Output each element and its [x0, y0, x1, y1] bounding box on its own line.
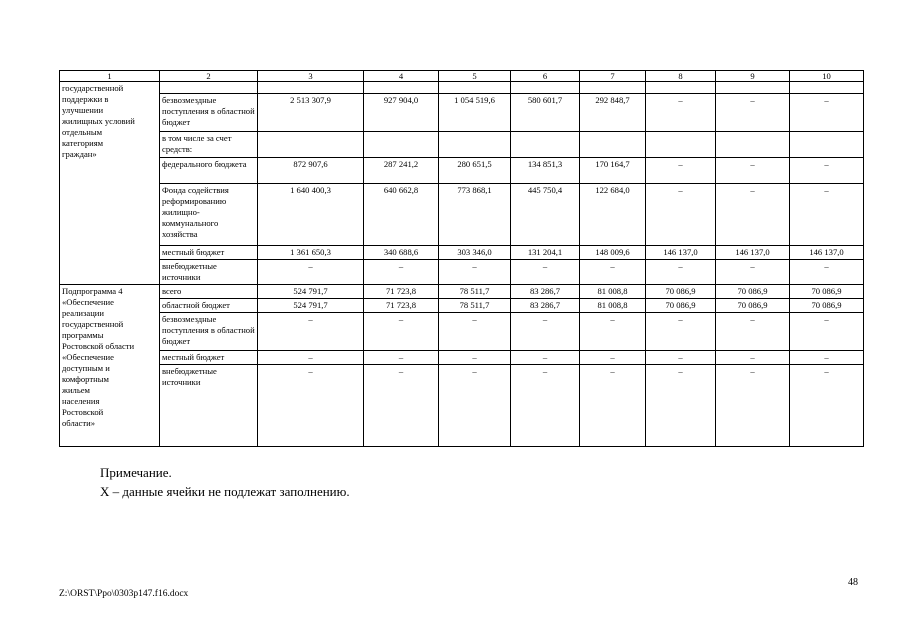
- program-name-line: области»: [62, 418, 96, 428]
- note-text: Х – данные ячейки не подлежат заполнению.: [100, 484, 350, 499]
- amount-cell: 303 346,0: [439, 246, 511, 260]
- amount-cell: –: [511, 313, 580, 351]
- program-name-cell: [60, 82, 160, 285]
- program-name-line: жилищных условий: [62, 116, 135, 126]
- amount-cell: –: [646, 351, 716, 365]
- amount-cell: [511, 82, 580, 94]
- table-row: [60, 260, 864, 285]
- program-name-line: комфортным: [62, 374, 109, 384]
- amount-cell: 524 791,7: [258, 299, 364, 313]
- amount-cell: 2 513 307,9: [258, 94, 364, 132]
- amount-cell: –: [716, 351, 790, 365]
- funding-source-label: федерального бюджета: [160, 158, 258, 184]
- table-row: [60, 158, 864, 184]
- amount-cell: 78 511,7: [439, 285, 511, 299]
- program-name-cell: [60, 285, 160, 447]
- column-number: 9: [716, 71, 790, 82]
- table-row: [60, 365, 864, 447]
- program-name-line: «Обеспечение: [62, 352, 114, 362]
- amount-cell: 524 791,7: [258, 285, 364, 299]
- table-row: [60, 184, 864, 246]
- note-title: Примечание.: [100, 465, 172, 480]
- amount-cell: 70 086,9: [790, 285, 864, 299]
- column-number: 2: [160, 71, 258, 82]
- table-row: [60, 94, 864, 132]
- amount-cell: 70 086,9: [790, 299, 864, 313]
- amount-cell: [364, 132, 439, 158]
- amount-cell: [511, 132, 580, 158]
- page-number: 48: [848, 577, 858, 588]
- amount-cell: –: [364, 351, 439, 365]
- amount-cell: 146 137,0: [646, 246, 716, 260]
- amount-cell: –: [258, 260, 364, 285]
- amount-cell: –: [646, 94, 716, 132]
- amount-cell: –: [580, 260, 646, 285]
- column-number: 8: [646, 71, 716, 82]
- amount-cell: –: [580, 313, 646, 351]
- amount-cell: 71 723,8: [364, 299, 439, 313]
- amount-cell: [580, 132, 646, 158]
- amount-cell: [364, 82, 439, 94]
- financing-table-body: [60, 71, 864, 447]
- program-name-line: улучшении: [62, 105, 104, 115]
- funding-source-label: местный бюджет: [160, 246, 258, 260]
- amount-cell: –: [790, 365, 864, 447]
- amount-cell: [258, 82, 364, 94]
- amount-cell: –: [439, 260, 511, 285]
- column-number-row: [60, 71, 864, 82]
- program-name-line: реализации: [62, 308, 104, 318]
- amount-cell: [580, 82, 646, 94]
- amount-cell: 287 241,2: [364, 158, 439, 184]
- amount-cell: 872 907,6: [258, 158, 364, 184]
- program-name-line: программы: [62, 330, 104, 340]
- amount-cell: 70 086,9: [716, 299, 790, 313]
- column-number: 6: [511, 71, 580, 82]
- amount-cell: [646, 132, 716, 158]
- amount-cell: 580 601,7: [511, 94, 580, 132]
- amount-cell: –: [364, 313, 439, 351]
- program-name-line: «Обеспечение: [62, 297, 114, 307]
- funding-source-label: внебюджетные источники: [160, 260, 258, 285]
- amount-cell: –: [364, 365, 439, 447]
- amount-cell: 773 868,1: [439, 184, 511, 246]
- amount-cell: 292 848,7: [580, 94, 646, 132]
- amount-cell: –: [646, 365, 716, 447]
- amount-cell: –: [790, 260, 864, 285]
- table-row: [60, 299, 864, 313]
- amount-cell: 131 204,1: [511, 246, 580, 260]
- amount-cell: –: [716, 94, 790, 132]
- financing-table: [59, 70, 864, 447]
- funding-source-label: внебюджетные источники: [160, 365, 258, 447]
- amount-cell: 170 164,7: [580, 158, 646, 184]
- amount-cell: 81 008,8: [580, 285, 646, 299]
- program-name-line: граждан»: [62, 149, 97, 159]
- amount-cell: 83 286,7: [511, 285, 580, 299]
- amount-cell: 146 137,0: [716, 246, 790, 260]
- amount-cell: –: [258, 313, 364, 351]
- amount-cell: [439, 82, 511, 94]
- program-name-line: жильем: [62, 385, 90, 395]
- amount-cell: 70 086,9: [716, 285, 790, 299]
- amount-cell: –: [716, 365, 790, 447]
- column-number: 5: [439, 71, 511, 82]
- amount-cell: [790, 82, 864, 94]
- program-name-line: Ростовской области: [62, 341, 135, 351]
- amount-cell: 83 286,7: [511, 299, 580, 313]
- amount-cell: –: [790, 313, 864, 351]
- amount-cell: –: [364, 260, 439, 285]
- program-name-line: Ростовской: [62, 407, 104, 417]
- amount-cell: 340 688,6: [364, 246, 439, 260]
- column-number: 4: [364, 71, 439, 82]
- amount-cell: –: [646, 260, 716, 285]
- amount-cell: –: [646, 313, 716, 351]
- amount-cell: 81 008,8: [580, 299, 646, 313]
- program-name-line: населения: [62, 396, 100, 406]
- program-name-line: категориям: [62, 138, 104, 148]
- amount-cell: –: [511, 351, 580, 365]
- table-row: [60, 82, 864, 94]
- amount-cell: –: [580, 365, 646, 447]
- amount-cell: –: [439, 313, 511, 351]
- amount-cell: 280 651,5: [439, 158, 511, 184]
- table-row: [60, 285, 864, 299]
- amount-cell: –: [646, 158, 716, 184]
- table-row: [60, 351, 864, 365]
- funding-source-label: безвозмездные поступления в областной бюджет: [160, 94, 258, 132]
- amount-cell: –: [258, 351, 364, 365]
- amount-cell: [258, 132, 364, 158]
- funding-source-label: в том числе за счет средств:: [160, 132, 258, 158]
- amount-cell: –: [790, 184, 864, 246]
- footer-file-path: Z:\ORST\Ppo\0303p147.f16.docx: [59, 589, 189, 599]
- funding-source-label: безвозмездные поступления в областной бюджет: [160, 313, 258, 351]
- funding-source-label: местный бюджет: [160, 351, 258, 365]
- funding-source-label: [160, 82, 258, 94]
- amount-cell: –: [790, 94, 864, 132]
- amount-cell: –: [511, 260, 580, 285]
- amount-cell: –: [716, 184, 790, 246]
- funding-source-label: областной бюджет: [160, 299, 258, 313]
- program-name-line: государственной: [62, 83, 124, 93]
- amount-cell: –: [790, 351, 864, 365]
- amount-cell: 134 851,3: [511, 158, 580, 184]
- amount-cell: 445 750,4: [511, 184, 580, 246]
- amount-cell: 146 137,0: [790, 246, 864, 260]
- amount-cell: –: [716, 158, 790, 184]
- amount-cell: –: [511, 365, 580, 447]
- column-number: 1: [60, 71, 160, 82]
- funding-source-label: Фонда содействия реформированию жилищно-коммунального хозяйства: [160, 184, 258, 246]
- amount-cell: –: [790, 158, 864, 184]
- amount-cell: 122 684,0: [580, 184, 646, 246]
- amount-cell: 1 361 650,3: [258, 246, 364, 260]
- program-name-line: поддержки в: [62, 94, 109, 104]
- amount-cell: 1 640 400,3: [258, 184, 364, 246]
- program-name-line: доступным и: [62, 363, 110, 373]
- amount-cell: –: [258, 365, 364, 447]
- table-row: [60, 246, 864, 260]
- amount-cell: 71 723,8: [364, 285, 439, 299]
- amount-cell: 640 662,8: [364, 184, 439, 246]
- amount-cell: 927 904,0: [364, 94, 439, 132]
- amount-cell: –: [646, 184, 716, 246]
- funding-source-label: всего: [160, 285, 258, 299]
- amount-cell: –: [580, 351, 646, 365]
- amount-cell: [716, 132, 790, 158]
- column-number: 7: [580, 71, 646, 82]
- amount-cell: [716, 82, 790, 94]
- amount-cell: 78 511,7: [439, 299, 511, 313]
- column-number: 10: [790, 71, 864, 82]
- program-name-line: Подпрограмма 4: [62, 286, 123, 296]
- amount-cell: –: [716, 313, 790, 351]
- amount-cell: 1 054 519,6: [439, 94, 511, 132]
- amount-cell: –: [439, 365, 511, 447]
- amount-cell: 148 009,6: [580, 246, 646, 260]
- amount-cell: [790, 132, 864, 158]
- table-row: [60, 313, 864, 351]
- amount-cell: 70 086,9: [646, 299, 716, 313]
- amount-cell: [646, 82, 716, 94]
- program-name-line: государственной: [62, 319, 124, 329]
- amount-cell: –: [439, 351, 511, 365]
- table-row: [60, 132, 864, 158]
- amount-cell: [439, 132, 511, 158]
- column-number: 3: [258, 71, 364, 82]
- amount-cell: 70 086,9: [646, 285, 716, 299]
- amount-cell: –: [716, 260, 790, 285]
- program-name-line: отдельным: [62, 127, 103, 137]
